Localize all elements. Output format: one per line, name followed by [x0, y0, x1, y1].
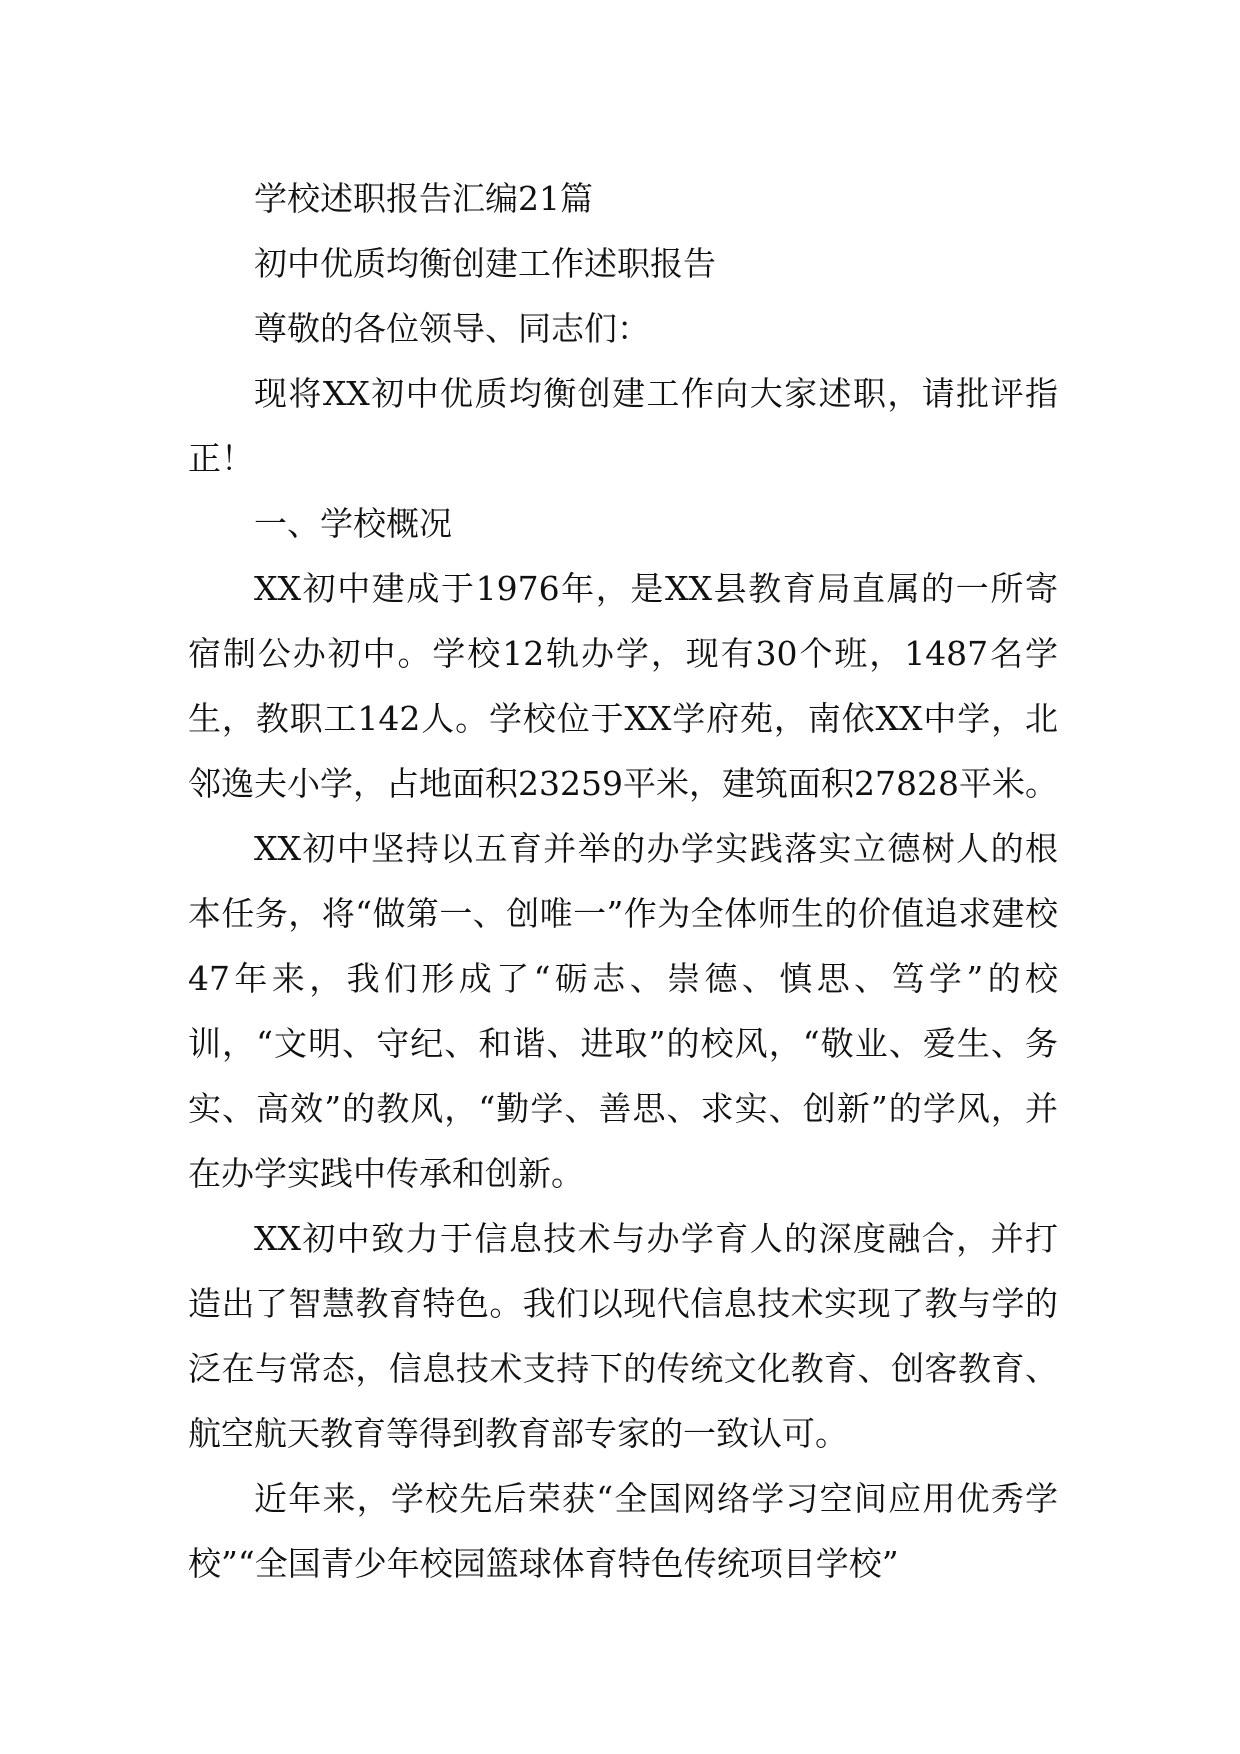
paragraph-intro: 现将XX初中优质均衡创建工作向大家述职，请批评指正！ [188, 374, 1058, 478]
paragraph-honors: 近年来，学校先后荣获“全国网络学习空间应用优秀学校”“全国青少年校园篮球体育特色传统项目学校” [188, 1479, 1058, 1583]
document-body [188, 166, 1058, 1596]
document-title: 学校述职报告汇编21篇 [254, 179, 593, 218]
paragraph-overview: XX初中建成于1976年，是XX县教育局直属的一所寄宿制公办初中。学校12轨办学，现有30个班，1487名学生，教职工142人。学校位于XX学府苑，南依XX中学，北邻逸夫小学，占地面积23259平米，建筑面积27828平米。 [188, 569, 1058, 803]
section-heading: 一、学校概况 [254, 504, 452, 543]
paragraph-technology: XX初中致力于信息技术与办学育人的深度融合，并打造出了智慧教育特色。我们以现代信息技术实现了教与学的泛在与常态，信息技术支持下的传统文化教育、创客教育、航空航天教育等得到教育部专家的一致认可。 [188, 1219, 1058, 1453]
document-subtitle: 初中优质均衡创建工作述职报告 [254, 244, 716, 283]
paragraph-values: XX初中坚持以五育并举的办学实践落实立德树人的根本任务，将“做第一、创唯一”作为全体师生的价值追求建校47年来，我们形成了“砺志、崇德、慎思、笃学”的校训，“文明、守纪、和谐、进取”的校风，“敬业、爱生、务实、高效”的教风，“勤学、善思、求实、创新”的学风，并在办学实践中传承和创新。 [188, 829, 1058, 1193]
salutation: 尊敬的各位领导、同志们： [254, 309, 650, 348]
